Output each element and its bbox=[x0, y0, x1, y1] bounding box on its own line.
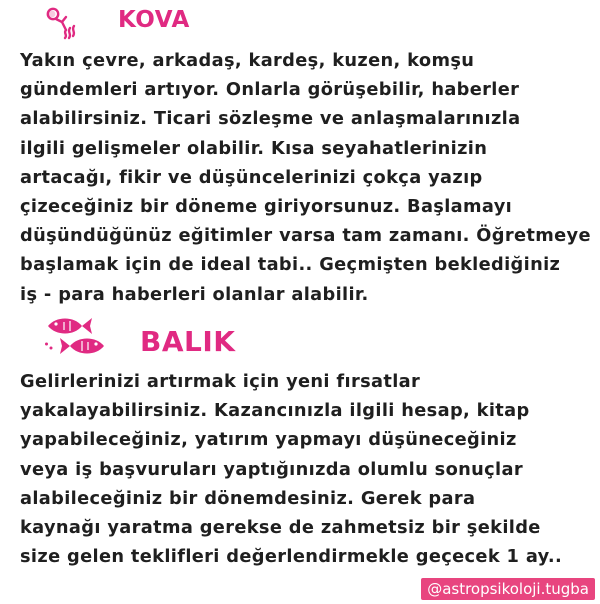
balik-line: kaynağı yaratma gerekse de zahmetsiz bir şekilde bbox=[20, 517, 541, 539]
balik-line: yapabileceğiniz, yatırım yapmayı düşüneceğiniz bbox=[20, 429, 517, 451]
instagram-handle-badge[interactable]: @astropsikoloji.tugba bbox=[421, 578, 595, 600]
balik-line: alabileceğiniz bir dönemdesiniz. Gerek para bbox=[20, 487, 476, 509]
balik-section bbox=[0, 310, 600, 580]
kova-line: iş - para haberleri olanlar alabilir. bbox=[20, 283, 369, 305]
balik-title: BALIK bbox=[140, 325, 236, 358]
balik-paragraph bbox=[20, 367, 600, 571]
kova-line: çizeceğiniz bir döneme giriyorsunuz. Başlamayı bbox=[20, 196, 513, 218]
kova-line: düşündüğünüz eğitimler varsa tam zamanı. Öğretmeye bbox=[20, 225, 591, 247]
kova-line: ilgili gelişmeler olabilir. Kısa seyahatlerinizin bbox=[20, 137, 488, 159]
kova-line: alabilirsiniz. Ticari sözleşme ve anlaşmalarınızla bbox=[20, 108, 521, 130]
balik-line: size gelen teklifleri değerlendirmekle geçecek 1 ay.. bbox=[20, 546, 563, 568]
aquarius-water-bearer-icon bbox=[40, 2, 80, 48]
kova-line: gündemleri artıyor. Onlarla görüşebilir, haberler bbox=[20, 79, 520, 101]
kova-line: başlamak için de ideal tabi.. Geçmişten beklediğiniz bbox=[20, 254, 561, 276]
pisces-fish-icon bbox=[44, 314, 108, 364]
balik-line: Gelirlerinizi artırmak için yeni fırsatlar bbox=[20, 371, 421, 392]
balik-line: yakalayabilirsiniz. Kazancınızla ilgili hesap, kitap bbox=[20, 400, 530, 422]
balik-line: veya iş başvuruları yaptığınızda olumlu sonuçlar bbox=[20, 458, 523, 480]
kova-line: artacağı, fikir ve düşüncelerinizi çokça yazıp bbox=[20, 166, 483, 188]
kova-line: Yakın çevre, arkadaş, kardeş, kuzen, komşu bbox=[20, 50, 475, 71]
kova-title: KOVA bbox=[118, 7, 190, 33]
kova-paragraph bbox=[20, 46, 600, 309]
